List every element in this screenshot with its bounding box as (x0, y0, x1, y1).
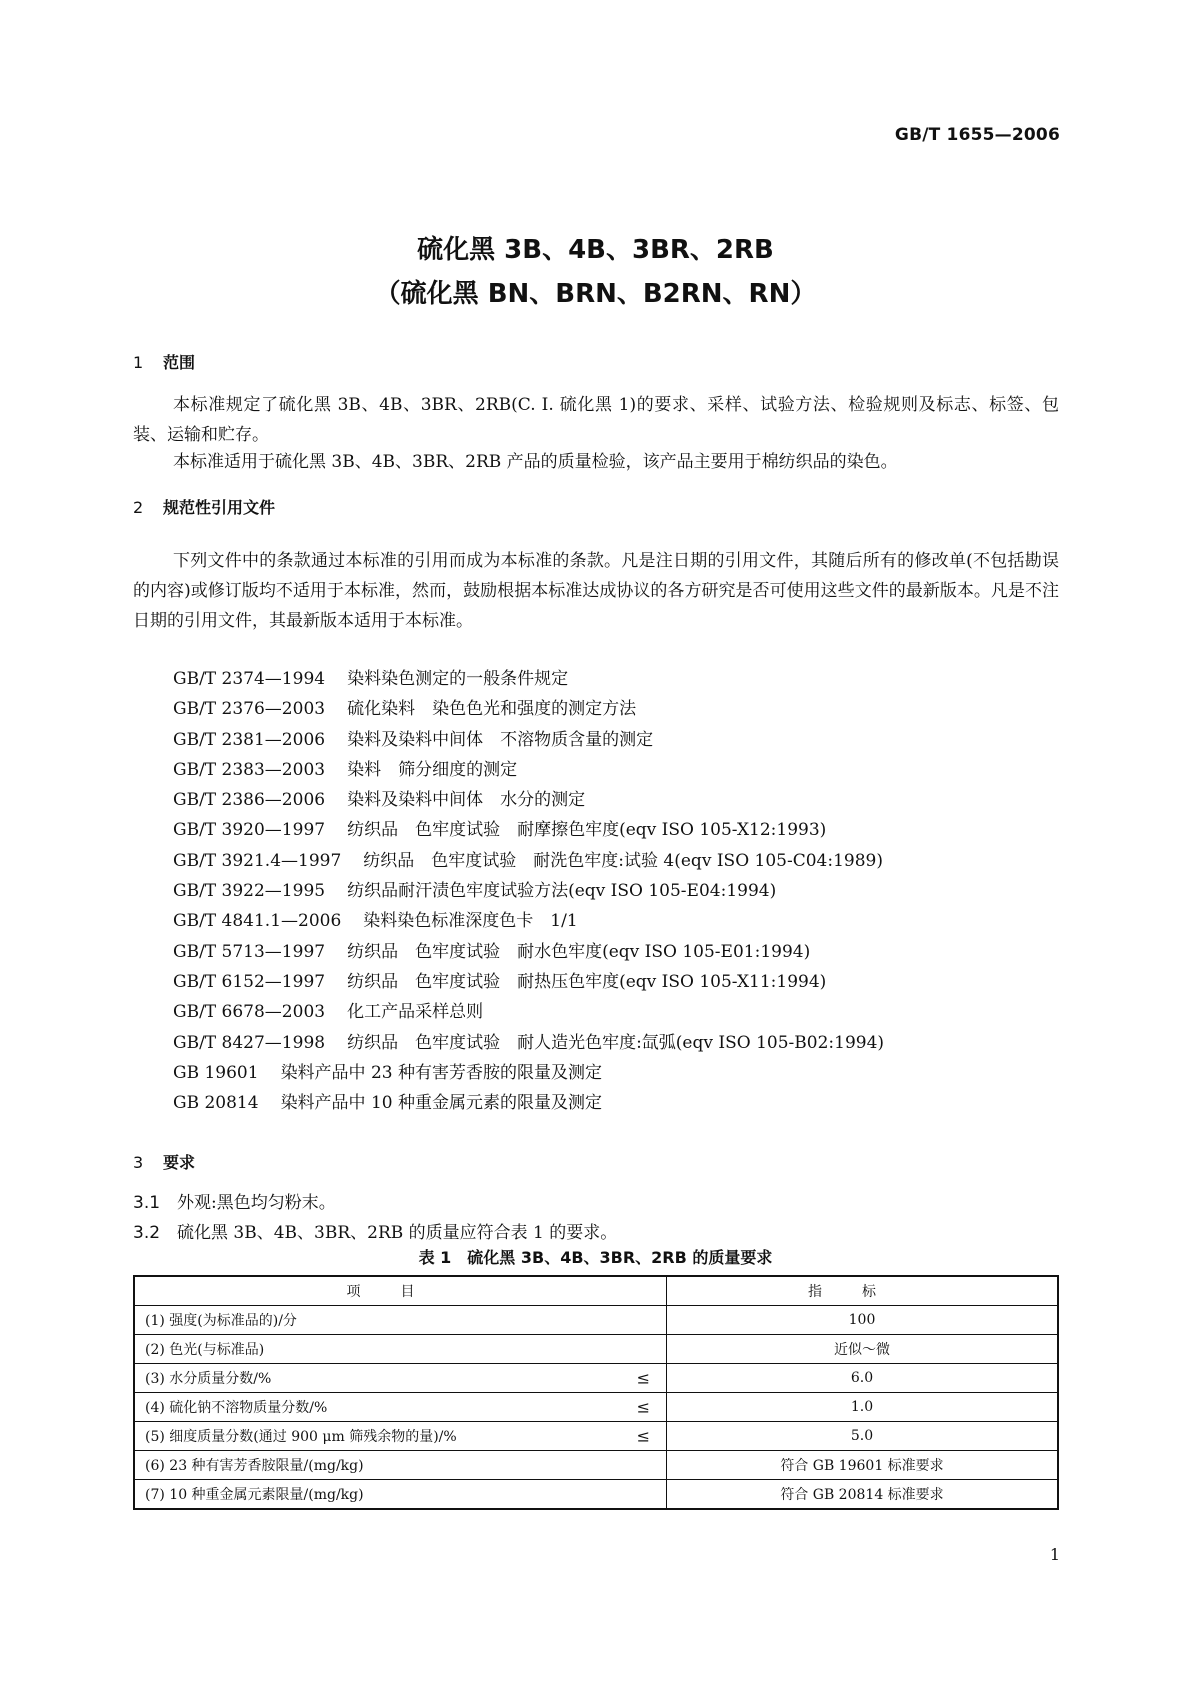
item-cell (134, 1480, 667, 1510)
reference-title: 硫化染料 染色色光和强度的测定方法 (347, 699, 637, 720)
reference-title: 纺织品 色牢度试验 耐摩擦色牢度(eqv ISO 105-X12:1993) (347, 820, 827, 841)
section-title: 要求 (163, 1153, 196, 1172)
item-label: (3) 水分质量分数/% (145, 1371, 272, 1387)
clause-text: 外观:黑色均匀粉末。 (177, 1193, 336, 1213)
reference-title: 纺织品 色牢度试验 耐洗色牢度:试验 4(eqv ISO 105-C04:1989) (363, 850, 883, 871)
value-cell: 符合 GB 20814 标准要求 (667, 1480, 1059, 1510)
quality-requirements-table (133, 1275, 1059, 1510)
document-title (0, 228, 1191, 316)
leq-symbol: ≤ (636, 1426, 650, 1446)
reference-title: 纺织品耐汗渍色牢度试验方法(eqv ISO 105-E04:1994) (347, 881, 777, 902)
column-header-value: 指标 (667, 1276, 1059, 1306)
reference-item (173, 876, 884, 906)
value-cell: 5.0 (667, 1422, 1059, 1451)
item-label: (7) 10 种重金属元素限量/(mg/kg) (145, 1487, 364, 1503)
clause-3-2 (133, 1218, 617, 1243)
reference-title: 染料染色测定的一般条件规定 (347, 669, 569, 689)
section-title: 规范性引用文件 (163, 498, 276, 517)
reference-item (173, 1088, 884, 1118)
reference-item (173, 997, 884, 1027)
reference-code: GB/T 2383—2003 (173, 759, 326, 780)
clause-number: 3.2 (133, 1223, 161, 1243)
reference-code: GB/T 2381—2006 (173, 729, 326, 750)
value-cell: 100 (667, 1306, 1059, 1335)
item-cell (134, 1393, 667, 1422)
reference-title: 纺织品 色牢度试验 耐人造光色牢度:氙弧(eqv ISO 105-B02:1994) (347, 1032, 885, 1053)
reference-title: 染料及染料中间体 不溶物质含量的测定 (347, 729, 654, 750)
reference-code: GB 20814 (173, 1093, 259, 1114)
reference-code: GB/T 3922—1995 (173, 881, 326, 902)
page-number: 1 (1049, 1545, 1060, 1564)
section-number: 1 (133, 353, 144, 372)
reference-item (173, 1058, 884, 1088)
reference-item (173, 694, 884, 724)
value-cell: 符合 GB 19601 标准要求 (667, 1451, 1059, 1480)
normative-intro-paragraph: 下列文件中的条款通过本标准的引用而成为本标准的条款。凡是注日期的引用文件，其随后所有的修改单(不包括勘误的内容)或修订版均不适用于本标准，然而，鼓励根据本标准达成协议的各方研究是否可使用这些文件的最新版本。凡是不注日期的引用文件，其最新版本适用于本标准。 (133, 551, 1059, 631)
section-heading-scope (133, 350, 195, 373)
title-line-1: 硫化黑 3B、4B、3BR、2RB (417, 235, 774, 265)
item-cell (134, 1451, 667, 1480)
reference-title: 染料产品中 10 种重金属元素的限量及测定 (280, 1093, 603, 1114)
clause-number: 3.1 (133, 1193, 161, 1213)
value-cell: 1.0 (667, 1393, 1059, 1422)
reference-item (173, 664, 884, 694)
clause-text: 硫化黑 3B、4B、3BR、2RB 的质量应符合表 1 的要求。 (177, 1223, 618, 1243)
scope-paragraph-1: 本标准规定了硫化黑 3B、4B、3BR、2RB(C. I. 硫化黑 1)的要求、采样、试验方法、检验规则及标志、标签、包装、运输和贮存。 (133, 395, 1059, 445)
item-cell (134, 1422, 667, 1451)
table-row (134, 1335, 1058, 1364)
column-header-item: 项目 (134, 1276, 667, 1306)
section-heading-normative-references (133, 495, 275, 518)
item-label: (4) 硫化钠不溶物质量分数/% (145, 1400, 328, 1416)
reference-item (173, 725, 884, 755)
reference-code: GB/T 2374—1994 (173, 669, 326, 689)
reference-code: GB/T 5713—1997 (173, 941, 326, 962)
reference-item (173, 846, 884, 876)
reference-title: 染料及染料中间体 水分的测定 (347, 790, 586, 811)
reference-item (173, 815, 884, 845)
table-row (134, 1451, 1058, 1480)
section-number: 2 (133, 498, 144, 517)
value-cell: 6.0 (667, 1364, 1059, 1393)
reference-code: GB 19601 (173, 1062, 259, 1083)
leq-symbol: ≤ (636, 1368, 650, 1388)
reference-title: 纺织品 色牢度试验 耐热压色牢度(eqv ISO 105-X11:1994) (347, 971, 827, 992)
reference-item (173, 967, 884, 997)
item-cell (134, 1306, 667, 1335)
section-number: 3 (133, 1153, 144, 1172)
reference-title: 染料 筛分细度的测定 (347, 759, 518, 780)
reference-item (173, 755, 884, 785)
item-cell (134, 1364, 667, 1393)
item-label: (6) 23 种有害芳香胺限量/(mg/kg) (145, 1458, 364, 1474)
reference-code: GB/T 2386—2006 (173, 790, 326, 811)
reference-code: GB/T 8427—1998 (173, 1032, 326, 1053)
reference-list (173, 664, 884, 1118)
reference-code: GB/T 3920—1997 (173, 820, 326, 841)
table-row (134, 1422, 1058, 1451)
table-row (134, 1306, 1058, 1335)
item-label: (1) 强度(为标准品的)/分 (145, 1313, 297, 1329)
table-header-row (134, 1276, 1058, 1306)
scope-paragraph-2: 本标准适用于硫化黑 3B、4B、3BR、2RB 产品的质量检验，该产品主要用于棉纺织品的染色。 (173, 452, 898, 472)
reference-title: 纺织品 色牢度试验 耐水色牢度(eqv ISO 105-E01:1994) (347, 941, 811, 962)
leq-symbol: ≤ (636, 1397, 650, 1417)
reference-title: 染料染色标准深度色卡 1/1 (363, 911, 578, 932)
title-line-2: （硫化黑 BN、BRN、B2RN、RN） (374, 279, 817, 309)
reference-item (173, 937, 884, 967)
reference-item (173, 906, 884, 936)
reference-code: GB/T 2376—2003 (173, 699, 326, 720)
reference-code: GB/T 4841.1—2006 (173, 911, 342, 932)
item-cell (134, 1335, 667, 1364)
reference-item (173, 785, 884, 815)
reference-code: GB/T 6678—2003 (173, 1002, 326, 1023)
reference-title: 染料产品中 23 种有害芳香胺的限量及测定 (280, 1062, 603, 1083)
table-caption: 表 1 硫化黑 3B、4B、3BR、2RB 的质量要求 (418, 1248, 773, 1267)
item-label: (2) 色光(与标准品) (145, 1342, 265, 1358)
reference-title: 化工产品采样总则 (347, 1002, 484, 1023)
value-cell: 近似～微 (667, 1335, 1059, 1364)
reference-item (173, 1028, 884, 1058)
table-row (134, 1480, 1058, 1510)
item-label: (5) 细度质量分数(通过 900 μm 筛残余物的量)/% (145, 1429, 457, 1445)
table-row (134, 1393, 1058, 1422)
standard-code: GB/T 1655—2006 (894, 125, 1060, 145)
section-heading-requirements (133, 1150, 195, 1173)
reference-code: GB/T 3921.4—1997 (173, 850, 342, 871)
reference-code: GB/T 6152—1997 (173, 971, 326, 992)
section-title: 范围 (163, 353, 196, 372)
table-row (134, 1364, 1058, 1393)
clause-3-1 (133, 1188, 336, 1213)
